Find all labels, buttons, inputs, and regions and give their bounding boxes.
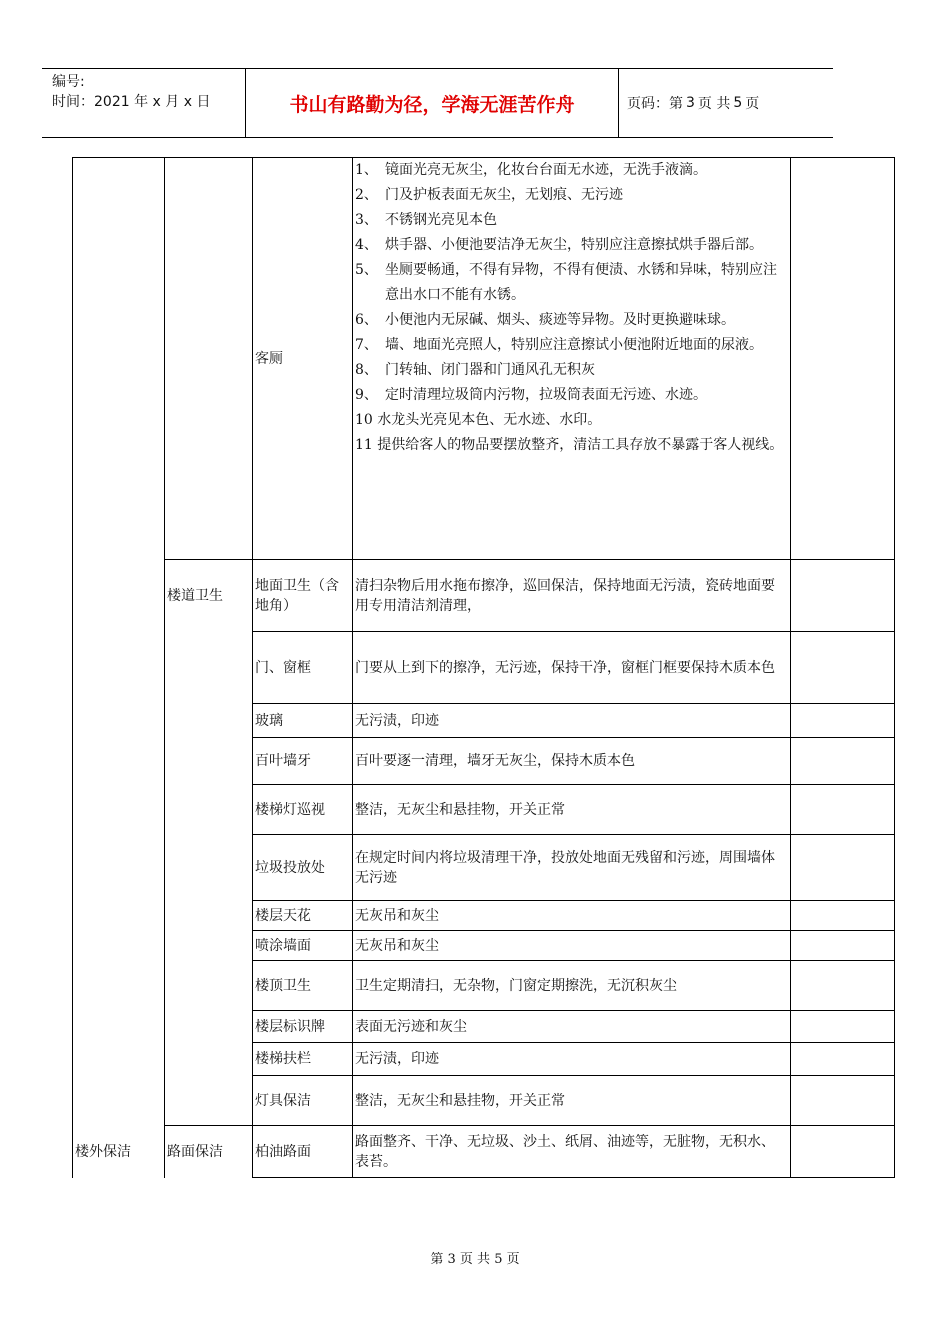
corridor-label: 楼道卫生	[165, 560, 253, 632]
table-row	[73, 785, 895, 835]
list-item: 3、 不锈钢光亮见本色	[355, 212, 497, 228]
header-page-info	[619, 69, 833, 137]
table-cell-item: 玻璃	[253, 704, 353, 738]
header-motto: 书山有路勤为径，学海无涯苦作舟	[245, 69, 619, 137]
table-cell-item: 楼梯扶栏	[253, 1043, 353, 1076]
table-row	[73, 158, 895, 560]
table-cell-standard: 整洁，无灰尘和悬挂物，开关正常	[353, 785, 791, 835]
page-footer: 第 3 页 共 5 页	[430, 1252, 520, 1267]
table-row	[73, 901, 895, 931]
table-cell-standard: 门要从上到下的擦净，无污迹，保持干净，窗框门框要保持木质本色	[353, 632, 791, 704]
table-cell-item: 百叶墙牙	[253, 738, 353, 785]
restroom-label: 客厕	[253, 158, 353, 560]
table-cell-standard: 路面整齐、干净、无垃圾、沙土、纸屑、油迹等，无脏物，无积水、表苔。	[353, 1126, 791, 1178]
table-cell-standard: 无灰吊和灰尘	[353, 931, 791, 961]
table-cell-item: 楼顶卫生	[253, 961, 353, 1011]
list-item: 2、 门及护板表面无灰尘，无划痕、无污迹	[355, 187, 623, 203]
table-cell-item: 垃圾投放处	[253, 835, 353, 901]
table-row	[73, 632, 895, 704]
table-cell-standard: 整洁，无灰尘和悬挂物，开关正常	[353, 1076, 791, 1126]
list-item: 4、 烘手器、小便池要洁净无灰尘，特别应注意擦拭烘手器后部。	[355, 237, 763, 253]
table-row	[73, 961, 895, 1011]
table-cell-item: 楼层标识牌	[253, 1011, 353, 1043]
list-item: 11 提供给客人的物品要摆放整齐，清洁工具存放不暴露于客人视线。	[355, 437, 784, 453]
table-cell-item: 楼层天花	[253, 901, 353, 931]
serial-label: 编号:	[52, 74, 85, 90]
list-item: 9、 定时清理垃圾筒内污物，拉圾筒表面无污迹、水迹。	[355, 387, 707, 403]
table-row	[73, 835, 895, 901]
list-item: 7、 墙、地面光亮照人，特别应注意擦试小便池附近地面的尿液。	[355, 337, 763, 353]
page-header	[42, 68, 833, 138]
time-label: 时间：2021 年 x 月 x 日	[52, 94, 211, 110]
outdoor-sub-label: 路面保洁	[165, 1126, 253, 1178]
table-cell-standard: 无污渍，印迹	[353, 704, 791, 738]
table-cell-standard: 清扫杂物后用水拖布擦净，巡回保洁，保持地面无污渍，瓷砖地面要用专用清洁剂清理，	[353, 560, 791, 632]
table-row	[73, 560, 895, 632]
outdoor-area-label: 楼外保洁	[73, 1126, 165, 1178]
restroom-standards	[353, 158, 791, 560]
table-cell-item: 地面卫生（含地角）	[253, 560, 353, 632]
table-row	[73, 738, 895, 785]
table-row	[73, 704, 895, 738]
list-item: 6、 小便池内无尿碱、烟头、痰迹等异物。及时更换避味球。	[355, 312, 735, 328]
table-cell-item: 灯具保洁	[253, 1076, 353, 1126]
table-row	[73, 1011, 895, 1043]
header-meta	[42, 69, 245, 137]
table-cell-standard: 百叶要逐一清理，墙牙无灰尘，保持木质本色	[353, 738, 791, 785]
cleaning-standards-table	[72, 157, 895, 1178]
table-cell-standard: 无灰吊和灰尘	[353, 901, 791, 931]
list-item: 8、 门转轴、闭门器和门通风孔无积灰	[355, 362, 595, 378]
table-cell-item: 喷涂墙面	[253, 931, 353, 961]
page-end: 页	[745, 96, 760, 112]
table-cell-standard: 在规定时间内将垃圾清理干净，投放处地面无残留和污迹，周围墙体无污迹	[353, 835, 791, 901]
table-cell-standard: 表面无污迹和灰尘	[353, 1011, 791, 1043]
table-cell-standard: 无污渍，印迹	[353, 1043, 791, 1076]
page-label: 页码：第	[627, 96, 683, 112]
table-cell-standard: 卫生定期清扫，无杂物，门窗定期擦洗，无沉积灰尘	[353, 961, 791, 1011]
list-item: 5、 坐厕要畅通，不得有异物，不得有便渍、水锈和异味，特别应注意出水口不能有水锈。	[355, 262, 777, 303]
table-row	[73, 931, 895, 961]
table-cell-item: 柏油路面	[253, 1126, 353, 1178]
list-item: 10 水龙头光亮见本色、无水迹、水印。	[355, 412, 602, 428]
table-cell-item: 门、窗框	[253, 632, 353, 704]
page-number: 3	[686, 95, 695, 111]
table-cell-item: 楼梯灯巡视	[253, 785, 353, 835]
table-row	[73, 1076, 895, 1126]
page-total: 5	[733, 95, 743, 111]
table-row	[73, 1126, 895, 1178]
list-item: 1、 镜面光亮无灰尘，化妆台台面无水迹，无洗手液滴。	[355, 162, 707, 178]
table-row	[73, 1043, 895, 1076]
page-mid: 页 共	[697, 96, 731, 112]
